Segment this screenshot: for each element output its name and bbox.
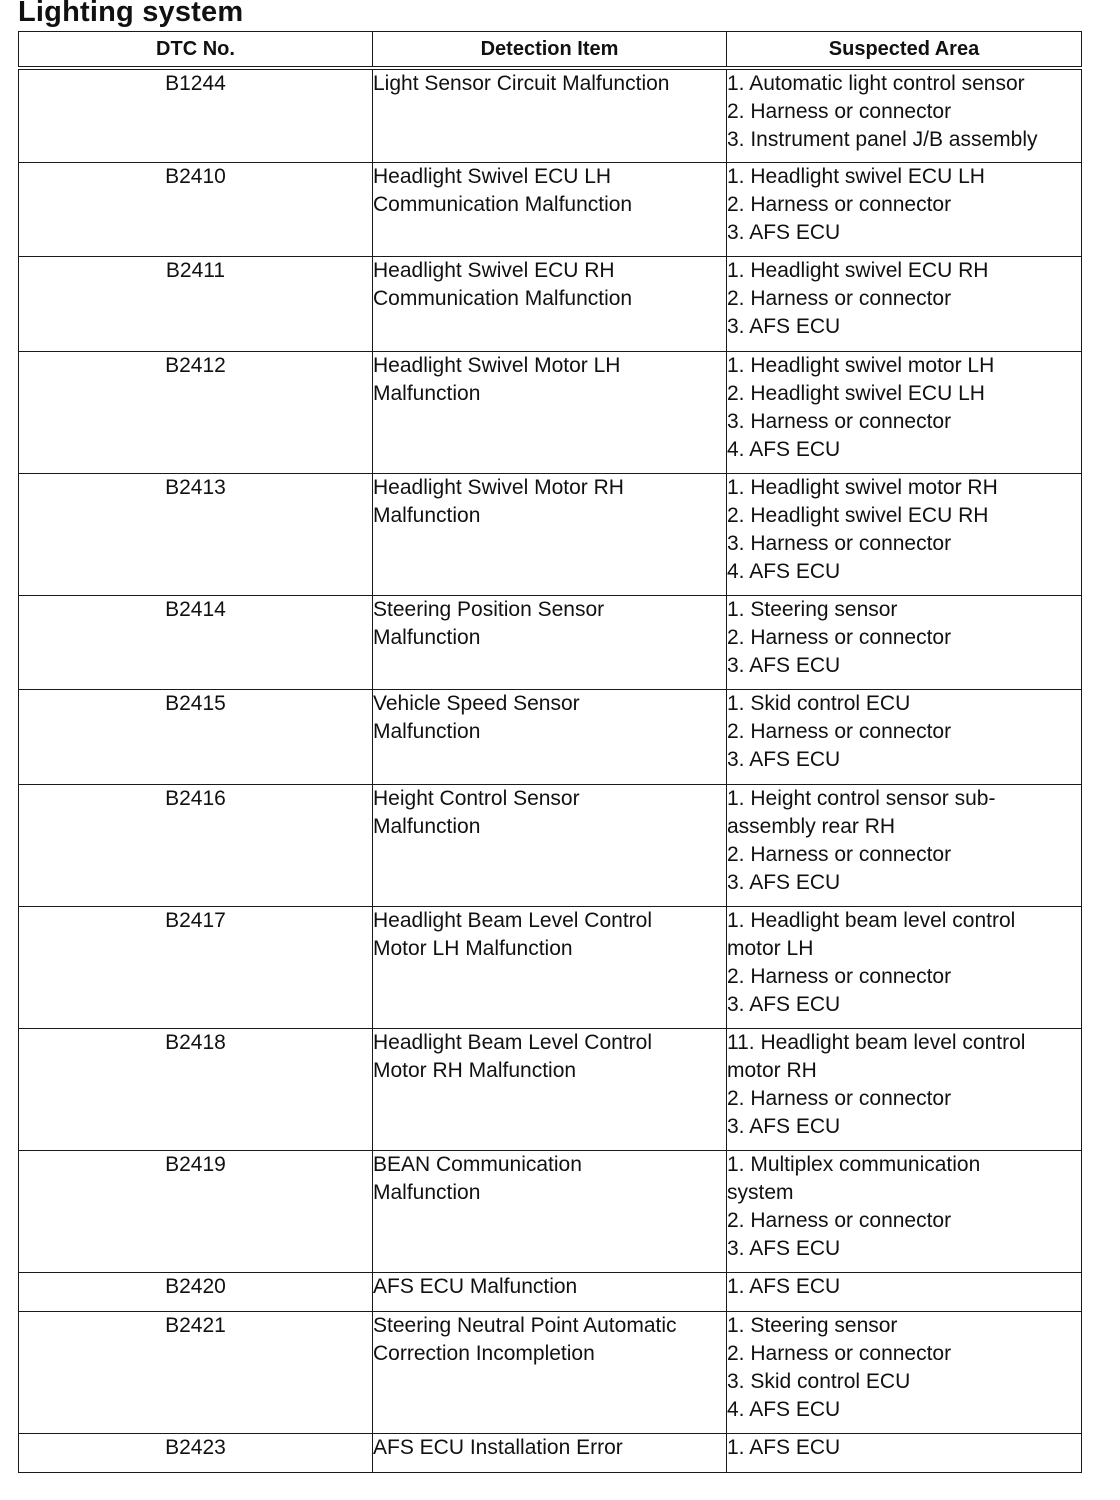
detection-item-line: Headlight Swivel Motor LH	[373, 353, 621, 377]
table-row	[19, 1272, 1082, 1311]
dtc-code: B2413	[19, 473, 373, 595]
suspected-area	[727, 1433, 1082, 1472]
table-row	[19, 1150, 1082, 1272]
dtc-code: B2412	[19, 351, 373, 473]
suspected-area-line: 1. Headlight swivel motor LH	[727, 353, 995, 377]
detection-item-line: Malfunction	[373, 625, 481, 649]
detection-item-line: Malfunction	[373, 381, 481, 405]
suspected-area-line: 2. Harness or connector	[727, 286, 952, 310]
detection-item-line: Malfunction	[373, 503, 481, 527]
detection-item-line: Headlight Swivel Motor RH	[373, 475, 624, 499]
suspected-area-line: 4. AFS ECU	[727, 437, 841, 461]
suspected-area-line: 3. Skid control ECU	[727, 1369, 911, 1393]
suspected-area-line: 3. Harness or connector	[727, 531, 952, 555]
suspected-area-line: 4. AFS ECU	[727, 1397, 841, 1421]
suspected-area-line: 3. AFS ECU	[727, 653, 841, 677]
suspected-area	[727, 1272, 1082, 1311]
table-row	[19, 1311, 1082, 1433]
page-title: Lighting system	[18, 0, 244, 28]
detection-item	[373, 784, 727, 906]
dtc-code: B2411	[19, 256, 373, 351]
suspected-area-line: 1. Headlight swivel ECU LH	[727, 164, 985, 188]
table-row	[19, 256, 1082, 351]
detection-item-line: Malfunction	[373, 814, 481, 838]
suspected-area-line: 3. AFS ECU	[727, 314, 841, 338]
suspected-area-line: 2. Harness or connector	[727, 192, 952, 216]
detection-item-line: Headlight Beam Level Control	[373, 1030, 652, 1054]
dtc-table	[18, 31, 1082, 1473]
suspected-area	[727, 784, 1082, 906]
detection-item	[373, 351, 727, 473]
suspected-area-line: 1. Steering sensor	[727, 597, 898, 621]
suspected-area-line: 2. Harness or connector	[727, 100, 952, 123]
dtc-code: B2418	[19, 1028, 373, 1150]
suspected-area-line: 1. Headlight beam level control	[727, 908, 1016, 932]
suspected-area	[727, 1028, 1082, 1150]
detection-item-line: Steering Position Sensor	[373, 597, 605, 621]
suspected-area-line: 2. Harness or connector	[727, 1086, 952, 1110]
suspected-area	[727, 595, 1082, 689]
suspected-area-line: motor RH	[727, 1058, 817, 1082]
detection-item	[373, 1028, 727, 1150]
detection-item	[373, 162, 727, 256]
suspected-area-line: 2. Harness or connector	[727, 719, 952, 743]
detection-item-line: Headlight Beam Level Control	[373, 908, 652, 932]
detection-item	[373, 473, 727, 595]
suspected-area-line: 1. Height control sensor sub-	[727, 786, 996, 810]
suspected-area-line: 1. Automatic light control sensor	[727, 72, 1025, 95]
suspected-area-line: assembly rear RH	[727, 814, 896, 838]
detection-item-line: Headlight Swivel ECU LH	[373, 164, 612, 188]
table-row	[19, 595, 1082, 689]
table-row	[19, 784, 1082, 906]
suspected-area-line: 3. AFS ECU	[727, 747, 841, 771]
detection-item	[373, 689, 727, 784]
suspected-area-line: 3. AFS ECU	[727, 992, 841, 1016]
suspected-area-line: system	[727, 1180, 794, 1204]
table-row	[19, 68, 1082, 162]
detection-item-line: Motor RH Malfunction	[373, 1058, 577, 1082]
dtc-code: B2419	[19, 1150, 373, 1272]
detection-item-line: Malfunction	[373, 719, 481, 743]
table-row	[19, 906, 1082, 1028]
detection-item-line: Motor LH Malfunction	[373, 936, 573, 960]
suspected-area-line: 4. AFS ECU	[727, 559, 841, 583]
detection-item-line: Vehicle Speed Sensor	[373, 691, 580, 715]
table-body	[19, 68, 1082, 1472]
suspected-area-line: 3. AFS ECU	[727, 870, 841, 894]
dtc-code: B2410	[19, 162, 373, 256]
table-row	[19, 689, 1082, 784]
detection-item-line: Communication Malfunction	[373, 192, 633, 216]
suspected-area-line: 1. AFS ECU	[727, 1274, 841, 1298]
dtc-code: B2417	[19, 906, 373, 1028]
detection-item-line: Correction Incompletion	[373, 1341, 595, 1365]
suspected-area-line: 1. AFS ECU	[727, 1435, 841, 1459]
suspected-area-line: 1. Headlight swivel motor RH	[727, 475, 998, 499]
suspected-area	[727, 68, 1082, 162]
suspected-area	[727, 162, 1082, 256]
suspected-area	[727, 906, 1082, 1028]
dtc-code: B2415	[19, 689, 373, 784]
suspected-area-line: motor LH	[727, 936, 814, 960]
suspected-area-line: 3. Harness or connector	[727, 409, 952, 433]
dtc-code: B2423	[19, 1433, 373, 1472]
table-header-row	[19, 32, 1082, 69]
suspected-area-line: 1. Headlight swivel ECU RH	[727, 258, 989, 282]
detection-item-line: BEAN Communication	[373, 1152, 582, 1176]
table-row	[19, 1028, 1082, 1150]
suspected-area-line: 11. Headlight beam level control	[727, 1030, 1026, 1054]
suspected-area-line: 3. AFS ECU	[727, 1236, 841, 1260]
suspected-area	[727, 351, 1082, 473]
detection-item-line: AFS ECU Malfunction	[373, 1274, 578, 1298]
suspected-area-line: 3. AFS ECU	[727, 1114, 841, 1138]
detection-item-line: Communication Malfunction	[373, 286, 633, 310]
suspected-area	[727, 1311, 1082, 1433]
detection-item	[373, 906, 727, 1028]
detection-item-line: Malfunction	[373, 1180, 481, 1204]
suspected-area-line: 1. Multiplex communication	[727, 1152, 981, 1176]
dtc-code: B2421	[19, 1311, 373, 1433]
suspected-area-line: 3. Instrument panel J/B assembly	[727, 128, 1038, 151]
suspected-area-line: 3. AFS ECU	[727, 220, 841, 244]
detection-item	[373, 595, 727, 689]
suspected-area-line: 2. Harness or connector	[727, 964, 952, 988]
suspected-area	[727, 473, 1082, 595]
dtc-code: B2420	[19, 1272, 373, 1311]
detection-item	[373, 256, 727, 351]
header-suspected-area: Suspected Area	[727, 32, 1082, 69]
suspected-area	[727, 689, 1082, 784]
suspected-area	[727, 1150, 1082, 1272]
suspected-area-line: 2. Harness or connector	[727, 1341, 952, 1365]
detection-item-line: Headlight Swivel ECU RH	[373, 258, 615, 282]
table-row	[19, 1433, 1082, 1472]
header-dtc-no: DTC No.	[19, 32, 373, 69]
table-row	[19, 473, 1082, 595]
header-detection-item: Detection Item	[373, 32, 727, 69]
detection-item	[373, 1433, 727, 1472]
suspected-area-line: 2. Headlight swivel ECU RH	[727, 503, 989, 527]
detection-item	[373, 1272, 727, 1311]
suspected-area-line: 2. Harness or connector	[727, 1208, 952, 1232]
table-row	[19, 162, 1082, 256]
detection-item-line: Light Sensor Circuit Malfunction	[373, 72, 670, 95]
detection-item-line: Height Control Sensor	[373, 786, 580, 810]
detection-item	[373, 1311, 727, 1433]
detection-item-line: Steering Neutral Point Automatic	[373, 1313, 677, 1337]
table-row	[19, 351, 1082, 473]
suspected-area-line: 2. Headlight swivel ECU LH	[727, 381, 985, 405]
detection-item	[373, 68, 727, 162]
dtc-code: B1244	[19, 68, 373, 162]
suspected-area-line: 1. Steering sensor	[727, 1313, 898, 1337]
suspected-area-line: 2. Harness or connector	[727, 625, 952, 649]
suspected-area	[727, 256, 1082, 351]
dtc-code: B2414	[19, 595, 373, 689]
dtc-code: B2416	[19, 784, 373, 906]
suspected-area-line: 2. Harness or connector	[727, 842, 952, 866]
detection-item-line: AFS ECU Installation Error	[373, 1435, 623, 1459]
suspected-area-line: 1. Skid control ECU	[727, 691, 911, 715]
detection-item	[373, 1150, 727, 1272]
